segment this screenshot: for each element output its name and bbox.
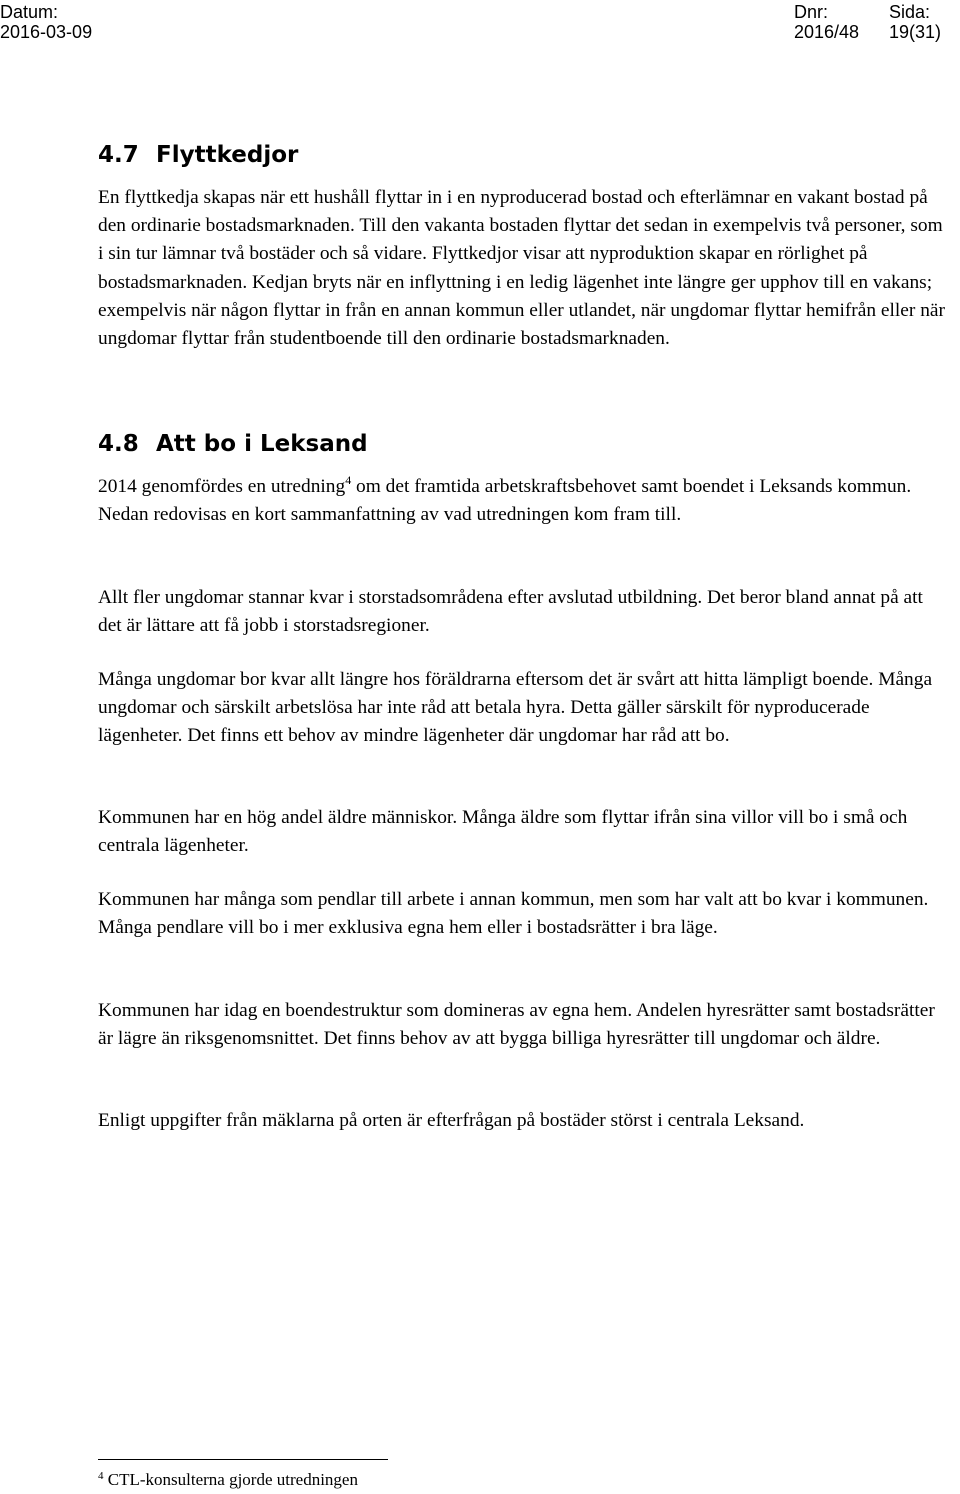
paragraph: Allt fler ungdomar stannar kvar i storstadsområdena efter avslutad utbildning. Det beror bland annat på att det är lättare att få jobb i storstadsregioner.	[98, 587, 923, 637]
header-date-value: 2016-03-09	[0, 22, 93, 42]
header-page-value: 19(31)	[889, 22, 942, 42]
header-page-label: Sida:	[889, 2, 931, 22]
paragraph: Enligt uppgifter från mäklarna på orten är efterfrågan på bostäder störst i centrala Leksand.	[98, 1110, 805, 1131]
footnote	[98, 1470, 358, 1490]
header-dnr	[794, 2, 859, 42]
section-heading-4-7	[98, 141, 298, 169]
footnote-reference[interactable]: 4	[345, 473, 352, 487]
paragraph: Kommunen har många som pendlar till arbete i annan kommun, men som har valt att bo kvar i kommunen. Många pendlare vill bo i mer exklusiva egna hem eller i bostadsrätter i bra läge.	[98, 889, 929, 939]
header-date	[0, 2, 92, 42]
paragraph: Kommunen har en hög andel äldre människor. Många äldre som flyttar ifrån sina villor vill bo i små och centrala lägenheter.	[98, 807, 908, 857]
paragraph-intro	[98, 473, 948, 529]
intro-text-end: om det framtida arbetskraftsbehovet samt boendet i Leksands kommun. Nedan redovisas en kort sammanfattning av vad utredningen kom fram till.	[98, 476, 912, 526]
header-dnr-label: Dnr:	[794, 2, 829, 22]
intro-text-start: 2014 genomfördes en utredning	[98, 476, 346, 497]
paragraph: Kommunen har idag en boendestruktur som domineras av egna hem. Andelen hyresrätter samt bostadsrätter är lägre än riksgenomsnittet. Det finns behov av att bygga billiga hyresrätter till ungdomar och äldre.	[98, 1000, 935, 1050]
footnote-marker: 4	[98, 1470, 104, 1482]
section-title: Flyttkedjor	[156, 142, 299, 168]
section-heading-4-8	[98, 430, 368, 458]
footnote-text: CTL-konsulterna gjorde utredningen	[103, 1470, 358, 1489]
paragraph: Många ungdomar bor kvar allt längre hos föräldrarna eftersom det är svårt att hitta lämpligt boende. Många ungdomar och särskilt arbetslösa har inte råd att betala hyra. Detta gäller särskilt för nyproducerade lägenheter. Det finns ett behov av mindre lägenheter där ungdomar har råd att bo.	[98, 669, 933, 747]
header-date-label: Datum:	[0, 2, 59, 22]
section-number: 4.8	[98, 431, 139, 457]
section-title: Att bo i Leksand	[156, 431, 368, 457]
header-dnr-value: 2016/48	[794, 22, 860, 42]
footnote-divider	[98, 1459, 388, 1460]
section-number: 4.7	[98, 142, 139, 168]
header-page	[889, 2, 941, 42]
paragraph-flyttkedjor: En flyttkedja skapas när ett hushåll flyttar in i en nyproducerad bostad och efterlämnar en vakant bostad på den ordinarie bostadsmarknaden. Till den vakanta bostaden flyttar det sedan in exempelvis två personer, som i sin tur lämnar två bostäder och så vidare. Flyttkedjor visar att nyproduktion skapar en rörlighet på bostadsmarknaden. Kedjan bryts när en inflyttning i en ledig lägenhet inte längre ger upphov till en vakans; exempelvis när någon flyttar in från en annan kommun eller utlandet, när ungdomar flyttar hemifrån eller när ungdomar flyttar från studentboende till den ordinarie bostadsmarknaden.	[98, 187, 945, 350]
